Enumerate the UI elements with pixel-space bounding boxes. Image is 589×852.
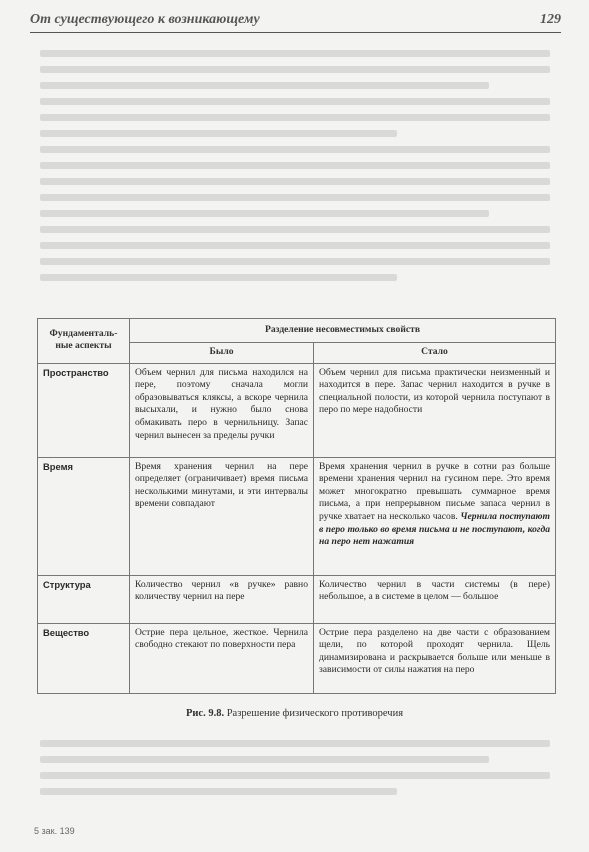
row-before: Время хранения чернил на пере определяет (ограничивает) время письма несколькими минутами, и эти интервалы времени совпадают xyxy=(130,457,314,575)
row-before: Количество чернил «в ручке» равно количеству чернил на пере xyxy=(130,575,314,623)
row-before: Острие пера цельное, жесткое. Чернила свободно стекают по поверхности пера xyxy=(130,623,314,693)
row-aspect: Структура xyxy=(38,575,130,623)
row-aspect: Пространство xyxy=(38,363,130,457)
row-after xyxy=(314,623,556,693)
row-after-emphasis: Чернила поступают в перо только во время письма и не поступают, когда на перо нет нажатия xyxy=(319,510,550,548)
row-after-text: Объем чернил для письма практически неизменный и находится в пере. Запас чернил находится в ручке в специальной полости, из которой чернила поступают в перо по мере надобности xyxy=(319,366,550,416)
row-after-text: Количество чернил в части системы (в пере) небольшое, а в системе в целом — большое xyxy=(319,578,550,603)
row-after xyxy=(314,575,556,623)
faded-text-block-bottom xyxy=(40,740,550,804)
table-row xyxy=(38,623,556,693)
row-after-text: Острие пера разделено на две части с образованием щели, по которой проходят чернила. Щель динамизирована и раскрывается больше или меньше в зависимости от силы нажатия на перо xyxy=(319,626,550,676)
signature-mark: 5 зак. 139 xyxy=(34,826,75,836)
table-row xyxy=(38,575,556,623)
running-header xyxy=(30,6,561,33)
figure-caption-text: Разрешение физического противоречия xyxy=(226,708,404,719)
row-aspect: Время xyxy=(38,457,130,575)
row-after-text: Время хранения чернил в ручке в сотни раз больше времени хранения чернил на гусином пере. Это время может многократно превышать суммарное время письма, а при непрерывном письме запаса чернил в ручке хватает на несколько часов. xyxy=(319,460,550,522)
col-header-aspects: Фундаменталь-ные аспекты xyxy=(38,319,130,364)
faded-text-block-top xyxy=(40,50,550,290)
col-header-group: Разделение несовместимых свойств xyxy=(130,319,556,343)
row-before: Объем чернил для письма находился на пере, поэтому сначала могли образовываться кляксы, а вскоре чернила высыхали, и нужно было снова обмакивать перо в чернильницу. Запас чернил вынесен за пределы ручки xyxy=(130,363,314,457)
col-header-before: Было xyxy=(130,343,314,364)
row-after xyxy=(314,457,556,575)
row-aspect: Вещество xyxy=(38,623,130,693)
table-row xyxy=(38,457,556,575)
contradictions-table xyxy=(37,318,556,694)
figure-caption xyxy=(0,708,589,719)
page-number: 129 xyxy=(540,12,561,27)
row-after xyxy=(314,363,556,457)
col-header-after: Стало xyxy=(314,343,556,364)
running-title: От существующего к возникающему xyxy=(30,12,260,27)
table-row xyxy=(38,363,556,457)
figure-label: Рис. 9.8. xyxy=(185,708,225,719)
